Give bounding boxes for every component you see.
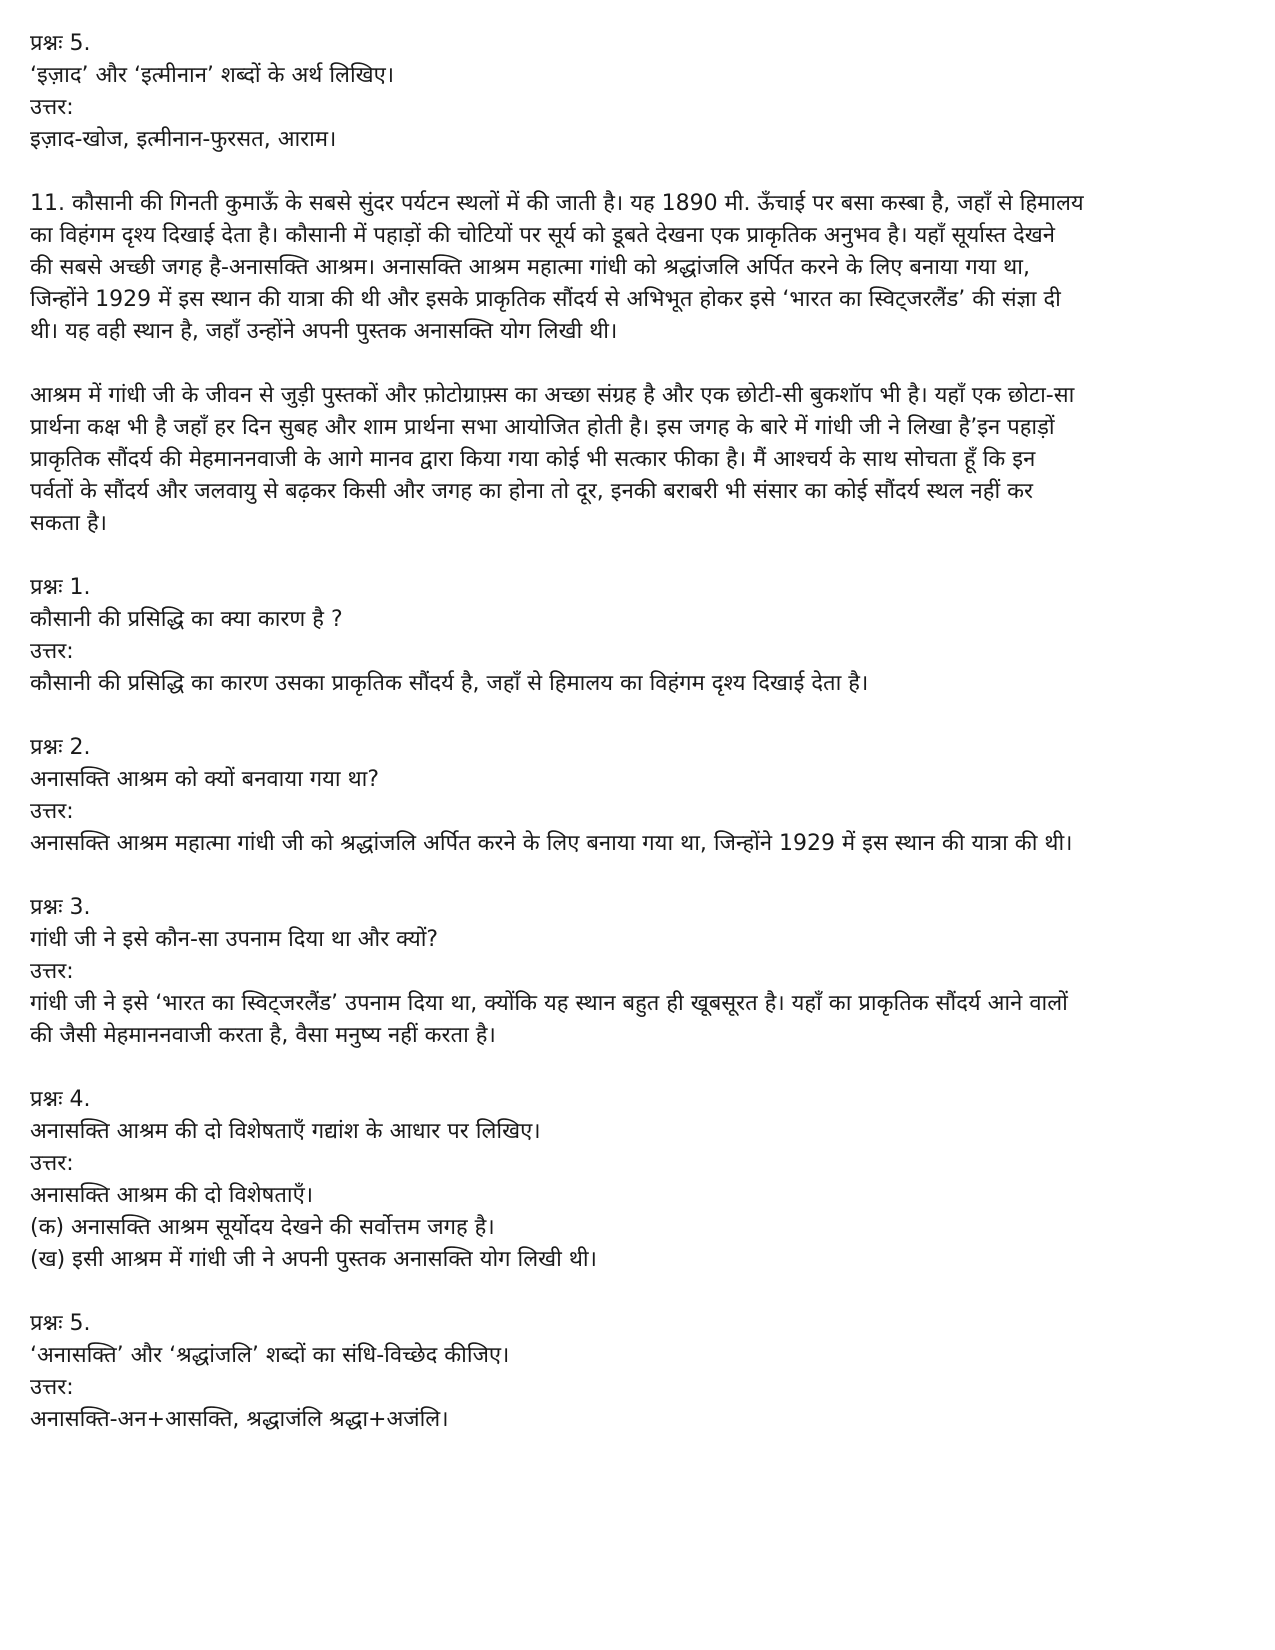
question-label: प्रश्नः 3. bbox=[30, 895, 91, 920]
passage-paragraph-2 bbox=[30, 380, 1255, 540]
answer-list-item: (क) अनासक्ति आश्रम सूर्योदय देखने की सर्वोत्तम जगह है। bbox=[30, 1215, 495, 1240]
question-block-2 bbox=[30, 732, 1255, 860]
answer-text: अनासक्ति-अन+आसक्ति, श्रद्धाजंलि श्रद्धा+अजंलि। bbox=[30, 1407, 449, 1432]
question-text: अनासक्ति आश्रम की दो विशेषताएँ गद्यांश के आधार पर लिखिए। bbox=[30, 1119, 541, 1144]
answer-label: उत्तर: bbox=[30, 95, 74, 120]
question-block-5-top bbox=[30, 28, 1255, 156]
passage-line: थी। यह वही स्थान है, जहाँ उन्होंने अपनी पुस्तक अनासक्ति योग लिखी थी। bbox=[30, 319, 618, 344]
passage-line: पर्वतों के सौंदर्य और जलवायु से बढ़कर किसी और जगह का होना तो दूर, इनकी बराबरी भी संसार का कोई सौंदर्य स्थल नहीं कर bbox=[30, 479, 1034, 504]
question-block-4 bbox=[30, 1084, 1255, 1276]
answer-text: अनासक्ति आश्रम की दो विशेषताएँ। bbox=[30, 1183, 314, 1208]
question-block-1 bbox=[30, 572, 1255, 700]
question-text: गांधी जी ने इसे कौन-सा उपनाम दिया था और क्यों? bbox=[30, 927, 439, 952]
question-label: प्रश्नः 4. bbox=[30, 1087, 91, 1112]
question-label: प्रश्नः 2. bbox=[30, 735, 91, 760]
passage-line: सकता है। bbox=[30, 511, 108, 536]
question-label: प्रश्नः 5. bbox=[30, 31, 91, 56]
question-text: ‘इज़ाद’ और ‘इत्मीनान’ शब्दों के अर्थ लिखिए। bbox=[30, 63, 395, 88]
question-text: ‘अनासक्ति’ और ‘श्रद्धांजलि’ शब्दों का संधि-विच्छेद कीजिए। bbox=[30, 1343, 510, 1368]
answer-label: उत्तर: bbox=[30, 959, 74, 984]
answer-label: उत्तर: bbox=[30, 1375, 74, 1400]
question-block-5-bottom bbox=[30, 1308, 1255, 1436]
question-text: अनासक्ति आश्रम को क्यों बनवाया गया था? bbox=[30, 767, 380, 792]
answer-text: इज़ाद-खोज, इत्मीनान-फुरसत, आराम। bbox=[30, 127, 337, 152]
passage-line: 11. कौसानी की गिनती कुमाऊँ के सबसे सुंदर पर्यटन स्थलों में की जाती है। यह 1890 मी. ऊँचाई पर बसा कस्बा है, जहाँ से हिमालय bbox=[30, 191, 1084, 216]
answer-text: गांधी जी ने इसे ‘भारत का स्विट्जरलैंड’ उपनाम दिया था, क्योंकि यह स्थान बहुत ही खूबसूरत है। यहाँ का प्राकृतिक सौंदर्य आने वालों bbox=[30, 991, 1068, 1016]
passage-line: का विहंगम दृश्य दिखाई देता है। कौसानी में पहाड़ों की चोटियों पर सूर्य को डूबते देखना एक प्राकृतिक अनुभव है। यहाँ सूर्यास्त देखने bbox=[30, 223, 1055, 248]
answer-list-item: (ख) इसी आश्रम में गांधी जी ने अपनी पुस्तक अनासक्ति योग लिखी थी। bbox=[30, 1247, 597, 1272]
passage-line: आश्रम में गांधी जी के जीवन से जुड़ी पुस्तकों और फ़ोटोग्राफ़्स का अच्छा संग्रह है और एक छोटी-सी बुकशॉप भी है। यहाँ एक छोटा-सा bbox=[30, 383, 1075, 408]
passage-line: जिन्होंने 1929 में इस स्थान की यात्रा की थी और इसके प्राकृतिक सौंदर्य से अभिभूत होकर इसे ‘भारत का स्विट्जरलैंड’ की संज्ञा दी bbox=[30, 287, 1061, 312]
question-label: प्रश्नः 1. bbox=[30, 575, 91, 600]
answer-text: की जैसी मेहमाननवाजी करता है, वैसा मनुष्य नहीं करता है। bbox=[30, 1023, 496, 1048]
answer-text: अनासक्ति आश्रम महात्मा गांधी जी को श्रद्धांजलि अर्पित करने के लिए बनाया गया था, जिन्होंने 1929 में इस स्थान की यात्रा की थी। bbox=[30, 831, 1073, 856]
question-block-3 bbox=[30, 892, 1255, 1052]
answer-label: उत्तर: bbox=[30, 1151, 74, 1176]
passage-line: की सबसे अच्छी जगह है-अनासक्ति आश्रम। अनासक्ति आश्रम महात्मा गांधी को श्रद्धांजलि अर्पित करने के लिए बनाया गया था, bbox=[30, 255, 1030, 280]
question-label: प्रश्नः 5. bbox=[30, 1311, 91, 1336]
question-text: कौसानी की प्रसिद्धि का क्या कारण है ? bbox=[30, 607, 343, 632]
document-page bbox=[30, 28, 1255, 1436]
passage-line: प्राकृतिक सौंदर्य की मेहमाननवाजी के आगे मानव द्वारा किया गया कोई भी सत्कार फीका है। मैं आश्चर्य के साथ सोचता हूँ कि इन bbox=[30, 447, 1036, 472]
passage-paragraph-1 bbox=[30, 188, 1255, 348]
answer-text: कौसानी की प्रसिद्धि का कारण उसका प्राकृतिक सौंदर्य है, जहाँ से हिमालय का विहंगम दृश्य दिखाई देता है। bbox=[30, 671, 869, 696]
passage-line: प्रार्थना कक्ष भी है जहाँ हर दिन सुबह और शाम प्रार्थना सभा आयोजित होती है। इस जगह के बारे में गांधी जी ने लिखा है’इन पहाड़ों bbox=[30, 415, 1055, 440]
answer-label: उत्तर: bbox=[30, 639, 74, 664]
answer-label: उत्तर: bbox=[30, 799, 74, 824]
